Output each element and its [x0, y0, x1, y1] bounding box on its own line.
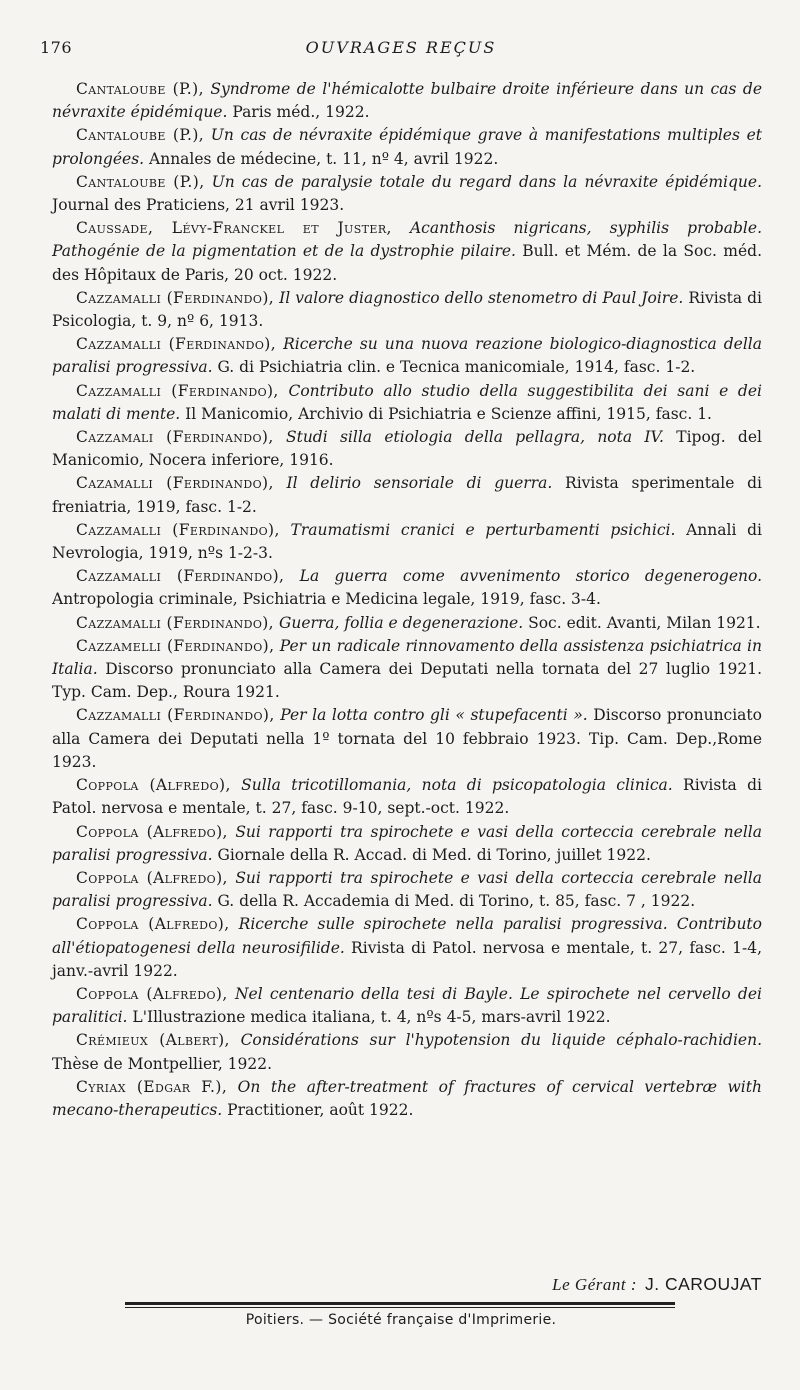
footer-rule-thin: [125, 1307, 675, 1308]
entry-title: Per la lotta contro gli « stupefacenti ».: [280, 706, 588, 725]
entry-title: Contributo allo studio della suggestibilita dei sani e dei malati di mente.: [52, 381, 762, 423]
entry-title: Sui rapporti tra spirochete e vasi della corteccia cerebrale nella paralisi progressiva.: [52, 822, 762, 864]
entry-author: Cantaloube (P.),: [76, 80, 204, 98]
bibliography-entry: [52, 821, 762, 867]
bibliography-entry: [52, 983, 762, 1029]
bibliography-list: [52, 78, 762, 1122]
entry-title: On the after-treatment of fractures of cervical vertebræ with mecano-therapeutics.: [52, 1077, 762, 1119]
entry-author: Cazzamalli (Ferdinando),: [76, 613, 275, 632]
bibliography-entry: [52, 333, 762, 379]
running-head: OUVRAGES REÇUS: [305, 38, 497, 57]
entry-publication: Discorso pronunciato alla Camera dei Deputati nella 1º tornata del 10 febbraio 1923. Tip. Cam. Dep.,Rome 1923.: [52, 706, 762, 771]
entry-title: Traumatismi cranici e perturbamenti psichici.: [290, 520, 676, 539]
entry-title: Acanthosis nigricans, syphilis probable. Pathogénie de la pigmentation et de la dystrophie pilaire.: [52, 219, 762, 261]
entry-publication: Practitioner, août 1922.: [222, 1100, 414, 1119]
entry-publication: Rivista di Psicologia, t. 9, nº 6, 1913.: [52, 288, 762, 331]
entry-title: Sui rapporti tra spirochete e vasi della corteccia cerebrale nella paralisi progressiva.: [52, 868, 762, 911]
entry-publication: Rivista di Patol. nervosa e mentale, t. 27, fasc. 9-10, sept.-oct. 1922.: [52, 776, 762, 818]
bibliography-entry: [52, 635, 762, 705]
page-number: 176: [40, 38, 73, 57]
entry-title: Il valore diagnostico dello stenometro di Paul Joire.: [279, 288, 684, 307]
bibliography-entry: [52, 78, 762, 124]
bibliography-entry: [52, 867, 762, 913]
gerant-line: [40, 1274, 762, 1295]
bibliography-entry: [52, 565, 762, 611]
entry-author: Coppola (Alfredo),: [76, 868, 228, 887]
bibliography-entry: [52, 472, 762, 518]
entry-publication: Antropologia criminale, Psichiatria e Medicina legale, 1919, fasc. 3-4.: [52, 590, 601, 609]
entry-title: Per un radicale rinnovamento della assistenza psichiatrica in Italia.: [52, 636, 763, 679]
entry-publication: Giornale della R. Accad. di Med. di Torino, juillet 1922.: [212, 845, 651, 864]
footer-rule-thick: [125, 1302, 675, 1305]
entry-title: Syndrome de l'hémicalotte bulbaire droite inférieure dans un cas de névraxite épidémique.: [52, 80, 762, 122]
entry-author: Cazzamalli (Ferdinando),: [76, 567, 285, 586]
entry-title: Guerra, follia e degenerazione.: [278, 613, 524, 632]
gerant-name: J. CAROUJAT: [645, 1274, 762, 1294]
bibliography-entry: [52, 1076, 762, 1122]
entry-publication: G. di Psichiatria clin. e Tecnica manicomiale, 1914, fasc. 1-2.: [212, 358, 696, 377]
entry-author: Caussade, Lévy-Franckel et Juster,: [76, 219, 392, 238]
printer-imprint: Poitiers. — Société française d'Imprimerie.: [245, 1312, 557, 1328]
bibliography-entry: [52, 217, 762, 287]
bibliography-entry: [52, 426, 762, 472]
entry-author: Cantaloube (P.),: [76, 172, 205, 191]
entry-title: Nel centenario della tesi di Bayle. Le spirochete nel cervello dei paralitici.: [52, 984, 762, 1027]
bibliography-entry: [52, 774, 762, 820]
gerant-label: Le Gérant :: [552, 1275, 637, 1294]
bibliography-entry: [52, 704, 762, 774]
entry-publication: Rivista di Patol. nervosa e mentale, t. 27, fasc. 1-4, janv.-avril 1922.: [52, 938, 762, 980]
entry-publication: Tipog. del Manicomio, Nocera inferiore, 1916.: [52, 428, 762, 470]
bibliography-entry: [52, 612, 762, 635]
entry-author: Cazzamalli (Ferdinando),: [76, 335, 277, 354]
page-header: [40, 38, 762, 62]
entry-title: Ricerche su una nuova reazione biologico-diagnostica della paralisi progressiva.: [52, 335, 762, 377]
bibliography-entry: [52, 380, 762, 426]
entry-author: Cazamalli (Ferdinando),: [76, 474, 274, 493]
bibliography-entry: [52, 519, 762, 565]
entry-author: Cyriax (Edgar F.),: [76, 1077, 228, 1096]
entry-publication: Bull. et Mém. de la Soc. méd. des Hôpitaux de Paris, 20 oct. 1922.: [52, 242, 762, 284]
entry-title: Un cas de paralysie totale du regard dans la névraxite épidémique.: [211, 172, 762, 191]
entry-title: Un cas de névraxite épidémique grave à manifestations multiples et prolongées.: [52, 126, 762, 168]
entry-publication: Il Manicomio, Archivio di Psichiatria e Scienze affini, 1915, fasc. 1.: [180, 404, 712, 423]
entry-author: Cazzamalli (Ferdinando),: [76, 381, 279, 400]
entry-publication: Discorso pronunciato alla Camera dei Deputati nella tornata del 27 luglio 1921. Typ. Cam. Dep., Roura 1921.: [52, 660, 762, 702]
entry-title: Il delirio sensoriale di guerra.: [286, 474, 553, 493]
entry-author: Cazzamalli (Ferdinando),: [76, 288, 275, 307]
entry-author: Cazzamali (Ferdinando),: [76, 428, 274, 447]
entry-publication: Annali di Nevrologia, 1919, nºs 1-2-3.: [52, 520, 762, 563]
entry-author: Cazzamelli (Ferdinando),: [76, 636, 275, 655]
entry-publication: Thèse de Montpellier, 1922.: [52, 1054, 273, 1073]
bibliography-entry: [52, 124, 762, 170]
entry-author: Coppola (Alfredo),: [76, 915, 230, 934]
entry-publication: Soc. edit. Avanti, Milan 1921.: [523, 613, 761, 632]
entry-author: Cantaloube (P.),: [76, 126, 205, 145]
entry-author: Crémieux (Albert),: [76, 1031, 230, 1050]
entry-publication: G. della R. Accademia di Med. di Torino, t. 85, fasc. 7 , 1922.: [212, 892, 696, 911]
entry-publication: Paris méd., 1922.: [227, 103, 370, 122]
entry-title: Sulla tricotillomania, nota di psicopatologia clinica.: [241, 776, 673, 795]
entry-author: Cazzamalli (Ferdinando),: [76, 520, 280, 539]
entry-publication: Annales de médecine, t. 11, nº 4, avril 1922.: [144, 149, 499, 168]
entry-publication: L'Illustrazione medica italiana, t. 4, nºs 4-5, mars-avril 1922.: [127, 1008, 611, 1027]
entry-title: Ricerche sulle spirochete nella paralisi progressiva. Contributo all'étiopatogenesi della neurosifilide.: [52, 915, 762, 957]
entry-publication: Rivista sperimentale di freniatria, 1919, fasc. 1-2.: [52, 474, 762, 516]
entry-author: Coppola (Alfredo),: [76, 984, 228, 1003]
entry-title: Studi silla etiologia della pellagra, nota IV.: [285, 428, 664, 447]
entry-author: Coppola (Alfredo),: [76, 776, 231, 795]
entry-title: La guerra come avvenimento storico degenerogeno.: [299, 567, 762, 586]
bibliography-entry: [52, 171, 762, 217]
entry-publication: Journal des Praticiens, 21 avril 1923.: [52, 196, 345, 215]
entry-author: Cazzamalli (Ferdinando),: [76, 706, 275, 725]
bibliography-entry: [52, 287, 762, 333]
bibliography-entry: [52, 1029, 762, 1075]
bibliography-entry: [52, 913, 762, 983]
entry-author: Coppola (Alfredo),: [76, 822, 228, 841]
entry-title: Considérations sur l'hypotension du liquide céphalo-rachidien.: [240, 1031, 762, 1050]
